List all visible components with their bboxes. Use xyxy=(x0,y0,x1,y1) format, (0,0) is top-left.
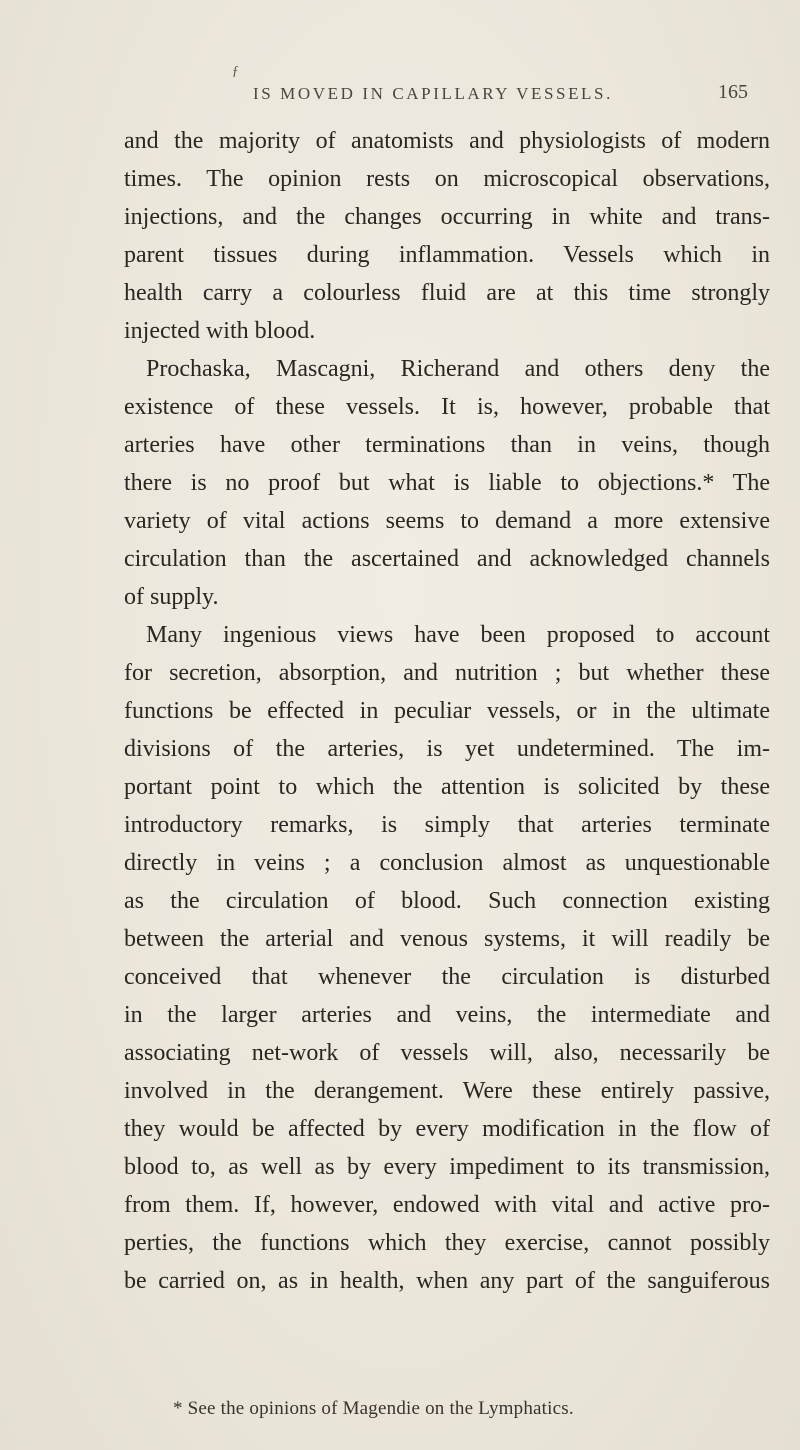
text-line: portant point to which the attention is solicited by these xyxy=(124,774,770,800)
text-line: they would be affected by every modification in the flow of xyxy=(124,1116,770,1142)
text-line: there is no proof but what is liable to objections.* The xyxy=(124,470,770,496)
text-line: functions be effected in peculiar vessels, or in the ultimate xyxy=(124,698,770,724)
text-line: divisions of the arteries, is yet undetermined. The im- xyxy=(124,736,770,762)
body-text xyxy=(124,122,770,1300)
text-line: injections, and the changes occurring in white and trans- xyxy=(124,204,770,230)
text-line: associating net-work of vessels will, also, necessarily be xyxy=(124,1040,770,1066)
text-line: conceived that whenever the circulation is disturbed xyxy=(124,964,770,990)
text-line: from them. If, however, endowed with vital and active pro- xyxy=(124,1192,770,1218)
text-line: variety of vital actions seems to demand a more extensive xyxy=(124,508,770,534)
text-line: existence of these vessels. It is, however, probable that xyxy=(124,394,770,420)
text-line: introductory remarks, is simply that arteries terminate xyxy=(124,812,770,838)
text-line: be carried on, as in health, when any part of the sanguiferous xyxy=(124,1268,770,1294)
text-line: involved in the derangement. Were these entirely passive, xyxy=(124,1078,770,1104)
text-line: Prochaska, Mascagni, Richerand and others deny the xyxy=(146,356,770,382)
text-line: blood to, as well as by every impediment to its transmission, xyxy=(124,1154,770,1180)
text-line: Many ingenious views have been proposed to account xyxy=(146,622,770,648)
page-number: 165 xyxy=(718,81,748,103)
text-line: in the larger arteries and veins, the intermediate and xyxy=(124,1002,770,1028)
text-line: directly in veins ; a conclusion almost as unquestionable xyxy=(124,850,770,876)
text-line: injected with blood. xyxy=(124,318,316,344)
text-line: as the circulation of blood. Such connection existing xyxy=(124,888,770,914)
footnote: * See the opinions of Magendie on the Lymphatics. xyxy=(173,1398,574,1419)
text-line: arteries have other terminations than in veins, though xyxy=(124,432,770,458)
text-line: for secretion, absorption, and nutrition ; but whether these xyxy=(124,660,770,686)
text-line: between the arterial and venous systems, it will readily be xyxy=(124,926,770,952)
text-line: perties, the functions which they exercise, cannot possibly xyxy=(124,1230,770,1256)
page-header xyxy=(0,81,800,108)
text-line: and the majority of anatomists and physiologists of modern xyxy=(124,128,770,154)
text-line: health carry a colourless fluid are at this time strongly xyxy=(124,280,770,306)
text-line: parent tissues during inflammation. Vessels which in xyxy=(124,242,770,268)
running-head: IS MOVED IN CAPILLARY VESSELS. xyxy=(253,84,613,103)
stray-mark: ƒ xyxy=(232,64,239,79)
text-line: of supply. xyxy=(124,584,219,610)
text-line: circulation than the ascertained and acknowledged channels xyxy=(124,546,770,572)
text-line: times. The opinion rests on microscopical observations, xyxy=(124,166,770,192)
